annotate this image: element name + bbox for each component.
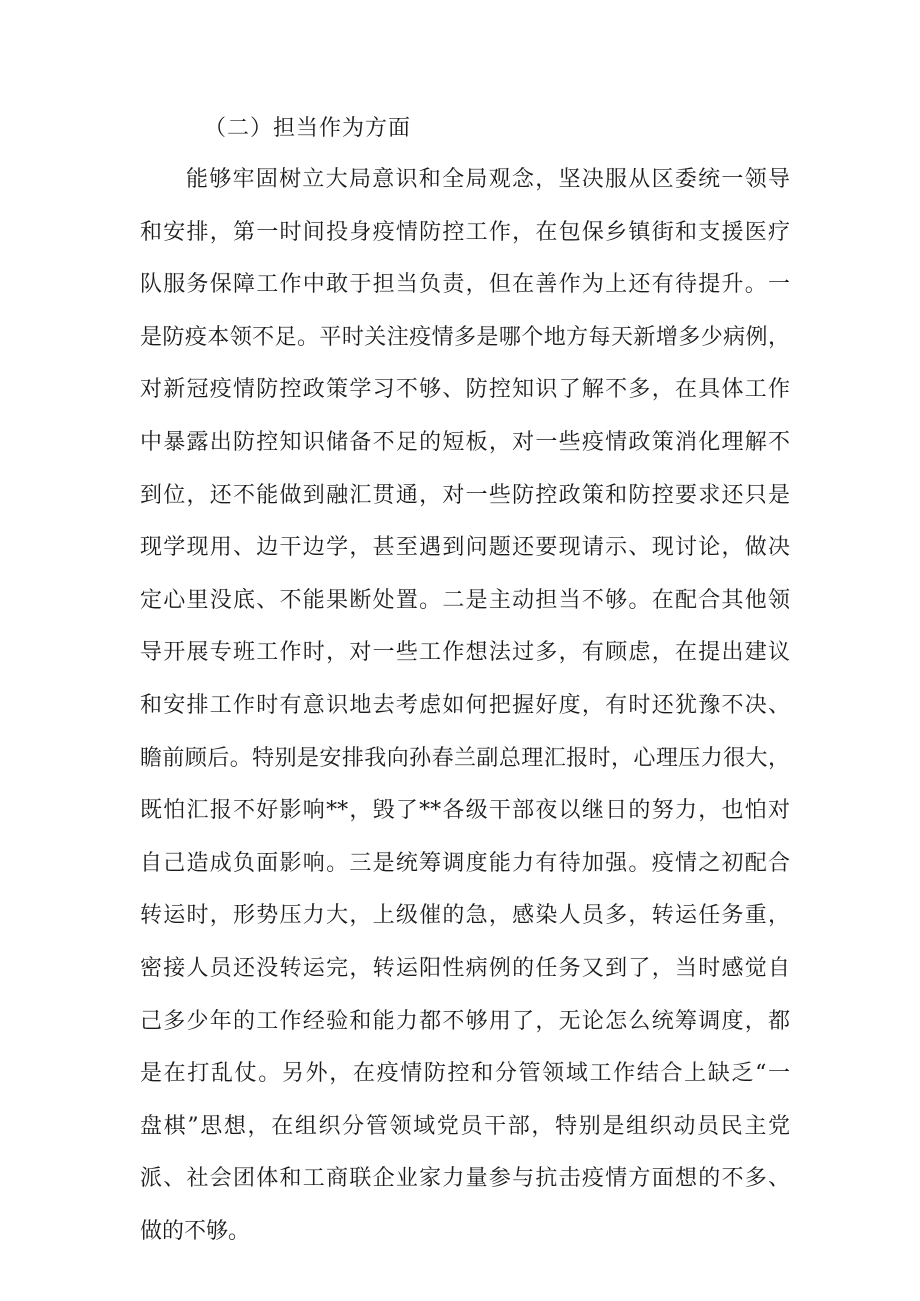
- paragraph-line: 做的不够。: [140, 1218, 251, 1244]
- paragraph-line: 队服务保障工作中敢于担当负责，但在善作为上还有待提升。一: [140, 272, 790, 298]
- paragraph-line: 和安排工作时有意识地去考虑如何把握好度，有时还犹豫不决、: [140, 692, 790, 718]
- paragraph-line: 对新冠疫情防控政策学习不够、防控知识了解不多，在具体工作: [140, 377, 790, 403]
- paragraph-line: 瞻前顾后。特别是安排我向孙春兰副总理汇报时，心理压力很大，: [140, 745, 790, 771]
- paragraph-line: 中暴露出防控知识储备不足的短板，对一些疫情政策消化理解不: [140, 429, 790, 455]
- paragraph-line: 和安排，第一时间投身疫情防控工作，在包保乡镇街和支援医疗: [140, 219, 790, 245]
- paragraph-line: 己多少年的工作经验和能力都不够用了，无论怎么统筹调度，都: [140, 1008, 790, 1034]
- paragraph-line: 能够牢固树立大局意识和全局观念，坚决服从区委统一领导: [186, 167, 790, 192]
- section-heading: （二）担当作为方面: [204, 116, 412, 141]
- paragraph-line: 密接人员还没转运完，转运阳性病例的任务又到了，当时感觉自: [140, 955, 790, 981]
- paragraph-line: 是在打乱仗。另外，在疫情防控和分管领域工作结合上缺乏“一: [140, 1061, 790, 1087]
- body-paragraph: [140, 160, 790, 1264]
- paragraph-line: 自己造成负面影响。三是统筹调度能力有待加强。疫情之初配合: [140, 850, 790, 876]
- paragraph-line: 转运时，形势压力大，上级催的急，感染人员多，转运任务重，: [140, 903, 790, 929]
- paragraph-line: 导开展专班工作时，对一些工作想法过多，有顾虑，在提出建议: [140, 640, 790, 666]
- paragraph-line: 是防疫本领不足。平时关注疫情多是哪个地方每天新增多少病例，: [140, 324, 790, 350]
- paragraph-line: 定心里没底、不能果断处置。二是主动担当不够。在配合其他领: [140, 587, 790, 613]
- paragraph-line: 盘棋”思想，在组织分管领域党员干部，特别是组织动员民主党: [140, 1113, 790, 1139]
- paragraph-line: 到位，还不能做到融汇贯通，对一些防控政策和防控要求还只是: [140, 482, 790, 508]
- paragraph-line: 既怕汇报不好影响**，毁了**各级干部夜以继日的努力，也怕对: [140, 798, 790, 824]
- paragraph-line: 派、社会团体和工商联企业家力量参与抗击疫情方面想的不多、: [140, 1166, 790, 1192]
- paragraph-line: 现学现用、边干边学，甚至遇到问题还要现请示、现讨论，做决: [140, 535, 790, 561]
